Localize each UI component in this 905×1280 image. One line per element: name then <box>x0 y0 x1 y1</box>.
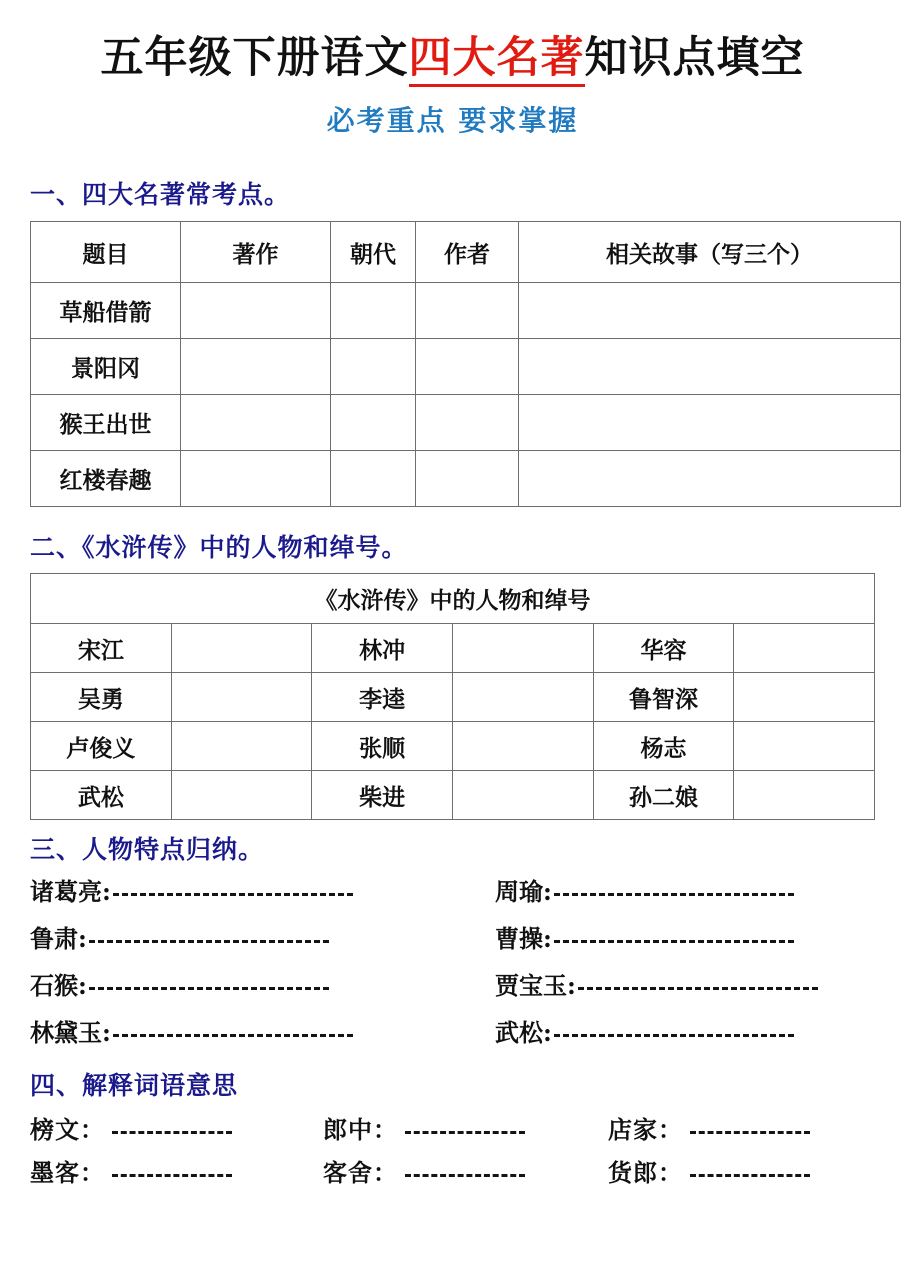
blank-entry <box>30 872 495 907</box>
cell-character-name: 鲁智深 <box>593 673 734 722</box>
blank-entry <box>323 1110 608 1145</box>
list-item <box>30 1013 875 1060</box>
answer-blank-line[interactable] <box>113 893 353 896</box>
blank-entry <box>608 1153 868 1188</box>
blank-label: 石猴: <box>30 971 87 1001</box>
answer-blank-line[interactable] <box>113 1034 353 1037</box>
table-row <box>31 771 875 820</box>
cell-nickname-blank[interactable] <box>171 673 312 722</box>
cell-character-name: 孙二娘 <box>593 771 734 820</box>
blank-label: 郎中： <box>323 1115 398 1145</box>
section-4-heading: 四、解释词语意思 <box>30 1071 239 1101</box>
table-caption: 《水浒传》中的人物和绰号 <box>31 574 875 624</box>
blank-label: 诸葛亮: <box>30 877 111 907</box>
table-row <box>31 451 901 507</box>
list-item <box>30 1153 875 1196</box>
table-row <box>31 722 875 771</box>
page-title-part3: 知识点填空 <box>584 33 805 83</box>
section-3-heading: 三、人物特点归纳。 <box>30 835 265 865</box>
blank-entry <box>323 1153 608 1188</box>
section-1-heading: 一、四大名著常考点。 <box>30 180 291 210</box>
column-header-stories: 相关故事（写三个） <box>519 222 901 283</box>
page-subtitle: 必考重点 要求掌握 <box>326 104 579 138</box>
cell-work[interactable] <box>181 451 331 507</box>
cell-nickname-blank[interactable] <box>452 771 593 820</box>
answer-blank-line[interactable] <box>554 940 794 943</box>
cell-title: 红楼春趣 <box>31 451 181 507</box>
table-header-row <box>31 222 901 283</box>
cell-author[interactable] <box>416 395 519 451</box>
cell-nickname-blank[interactable] <box>734 624 875 673</box>
cell-stories[interactable] <box>519 395 901 451</box>
blank-label: 贾宝玉: <box>495 971 576 1001</box>
cell-character-name: 李逵 <box>312 673 453 722</box>
cell-work[interactable] <box>181 395 331 451</box>
cell-nickname-blank[interactable] <box>171 624 312 673</box>
cell-stories[interactable] <box>519 283 901 339</box>
blank-entry <box>495 872 875 907</box>
answer-blank-line[interactable] <box>690 1174 810 1177</box>
water-margin-nicknames-table <box>30 573 875 820</box>
cell-author[interactable] <box>416 283 519 339</box>
cell-nickname-blank[interactable] <box>734 722 875 771</box>
title-block <box>30 0 875 139</box>
cell-character-name: 宋江 <box>31 624 172 673</box>
table-row <box>31 339 901 395</box>
column-header-work: 著作 <box>181 222 331 283</box>
cell-nickname-blank[interactable] <box>734 771 875 820</box>
cell-work[interactable] <box>181 339 331 395</box>
blank-entry <box>30 1013 495 1048</box>
answer-blank-line[interactable] <box>554 893 794 896</box>
blank-label: 墨客： <box>30 1158 105 1188</box>
cell-character-name: 林冲 <box>312 624 453 673</box>
answer-blank-line[interactable] <box>554 1034 794 1037</box>
cell-character-name: 卢俊义 <box>31 722 172 771</box>
cell-dynasty[interactable] <box>331 283 416 339</box>
cell-nickname-blank[interactable] <box>452 673 593 722</box>
list-item <box>30 1110 875 1153</box>
character-traits-list <box>30 872 875 1060</box>
cell-character-name: 吴勇 <box>31 673 172 722</box>
blank-entry <box>30 919 495 954</box>
cell-work[interactable] <box>181 283 331 339</box>
cell-character-name: 华容 <box>593 624 734 673</box>
cell-author[interactable] <box>416 451 519 507</box>
list-item <box>30 872 875 919</box>
cell-character-name: 张顺 <box>312 722 453 771</box>
blank-label: 周瑜: <box>495 877 552 907</box>
blank-label: 武松: <box>495 1018 552 1048</box>
blank-label: 货郎： <box>608 1158 683 1188</box>
page-title <box>30 34 875 83</box>
section-2-heading: 二、《水浒传》中的人物和绰号。 <box>30 533 408 563</box>
table-row <box>31 624 875 673</box>
blank-label: 曹操: <box>495 924 552 954</box>
cell-nickname-blank[interactable] <box>452 624 593 673</box>
cell-title: 草船借箭 <box>31 283 181 339</box>
list-item <box>30 919 875 966</box>
cell-author[interactable] <box>416 339 519 395</box>
cell-dynasty[interactable] <box>331 451 416 507</box>
cell-title: 景阳冈 <box>31 339 181 395</box>
cell-character-name: 武松 <box>31 771 172 820</box>
blank-label: 客舍： <box>323 1158 398 1188</box>
answer-blank-line[interactable] <box>89 987 329 990</box>
blank-entry <box>495 919 875 954</box>
answer-blank-line[interactable] <box>112 1131 232 1134</box>
cell-dynasty[interactable] <box>331 395 416 451</box>
blank-label: 林黛玉: <box>30 1018 111 1048</box>
blank-entry <box>30 1110 323 1145</box>
cell-nickname-blank[interactable] <box>171 722 312 771</box>
column-header-title: 题目 <box>31 222 181 283</box>
blank-entry <box>495 966 875 1001</box>
blank-entry <box>30 1153 323 1188</box>
cell-nickname-blank[interactable] <box>171 771 312 820</box>
blank-label: 榜文： <box>30 1115 105 1145</box>
list-item <box>30 966 875 1013</box>
blank-entry <box>495 1013 875 1048</box>
blank-entry <box>30 966 495 1001</box>
cell-nickname-blank[interactable] <box>452 722 593 771</box>
blank-label: 店家： <box>608 1115 683 1145</box>
answer-blank-line[interactable] <box>112 1174 232 1177</box>
table-row <box>31 673 875 722</box>
column-header-dynasty: 朝代 <box>331 222 416 283</box>
cell-stories[interactable] <box>519 451 901 507</box>
blank-label: 鲁肃: <box>30 924 87 954</box>
answer-blank-line[interactable] <box>405 1131 525 1134</box>
cell-nickname-blank[interactable] <box>734 673 875 722</box>
answer-blank-line[interactable] <box>690 1131 810 1134</box>
word-meaning-list <box>30 1110 875 1196</box>
cell-title: 猴王出世 <box>31 395 181 451</box>
table-row <box>31 395 901 451</box>
page-title-part1: 五年级下册语文 <box>100 33 409 83</box>
column-header-author: 作者 <box>416 222 519 283</box>
cell-character-name: 杨志 <box>593 722 734 771</box>
cell-stories[interactable] <box>519 339 901 395</box>
cell-character-name: 柴进 <box>312 771 453 820</box>
page-title-highlight: 四大名著 <box>409 33 585 87</box>
blank-entry <box>608 1110 868 1145</box>
table-row <box>31 283 901 339</box>
answer-blank-line[interactable] <box>578 987 818 990</box>
answer-blank-line[interactable] <box>89 940 329 943</box>
table-caption-row <box>31 574 875 624</box>
cell-dynasty[interactable] <box>331 339 416 395</box>
answer-blank-line[interactable] <box>405 1174 525 1177</box>
common-exam-points-table <box>30 221 901 507</box>
